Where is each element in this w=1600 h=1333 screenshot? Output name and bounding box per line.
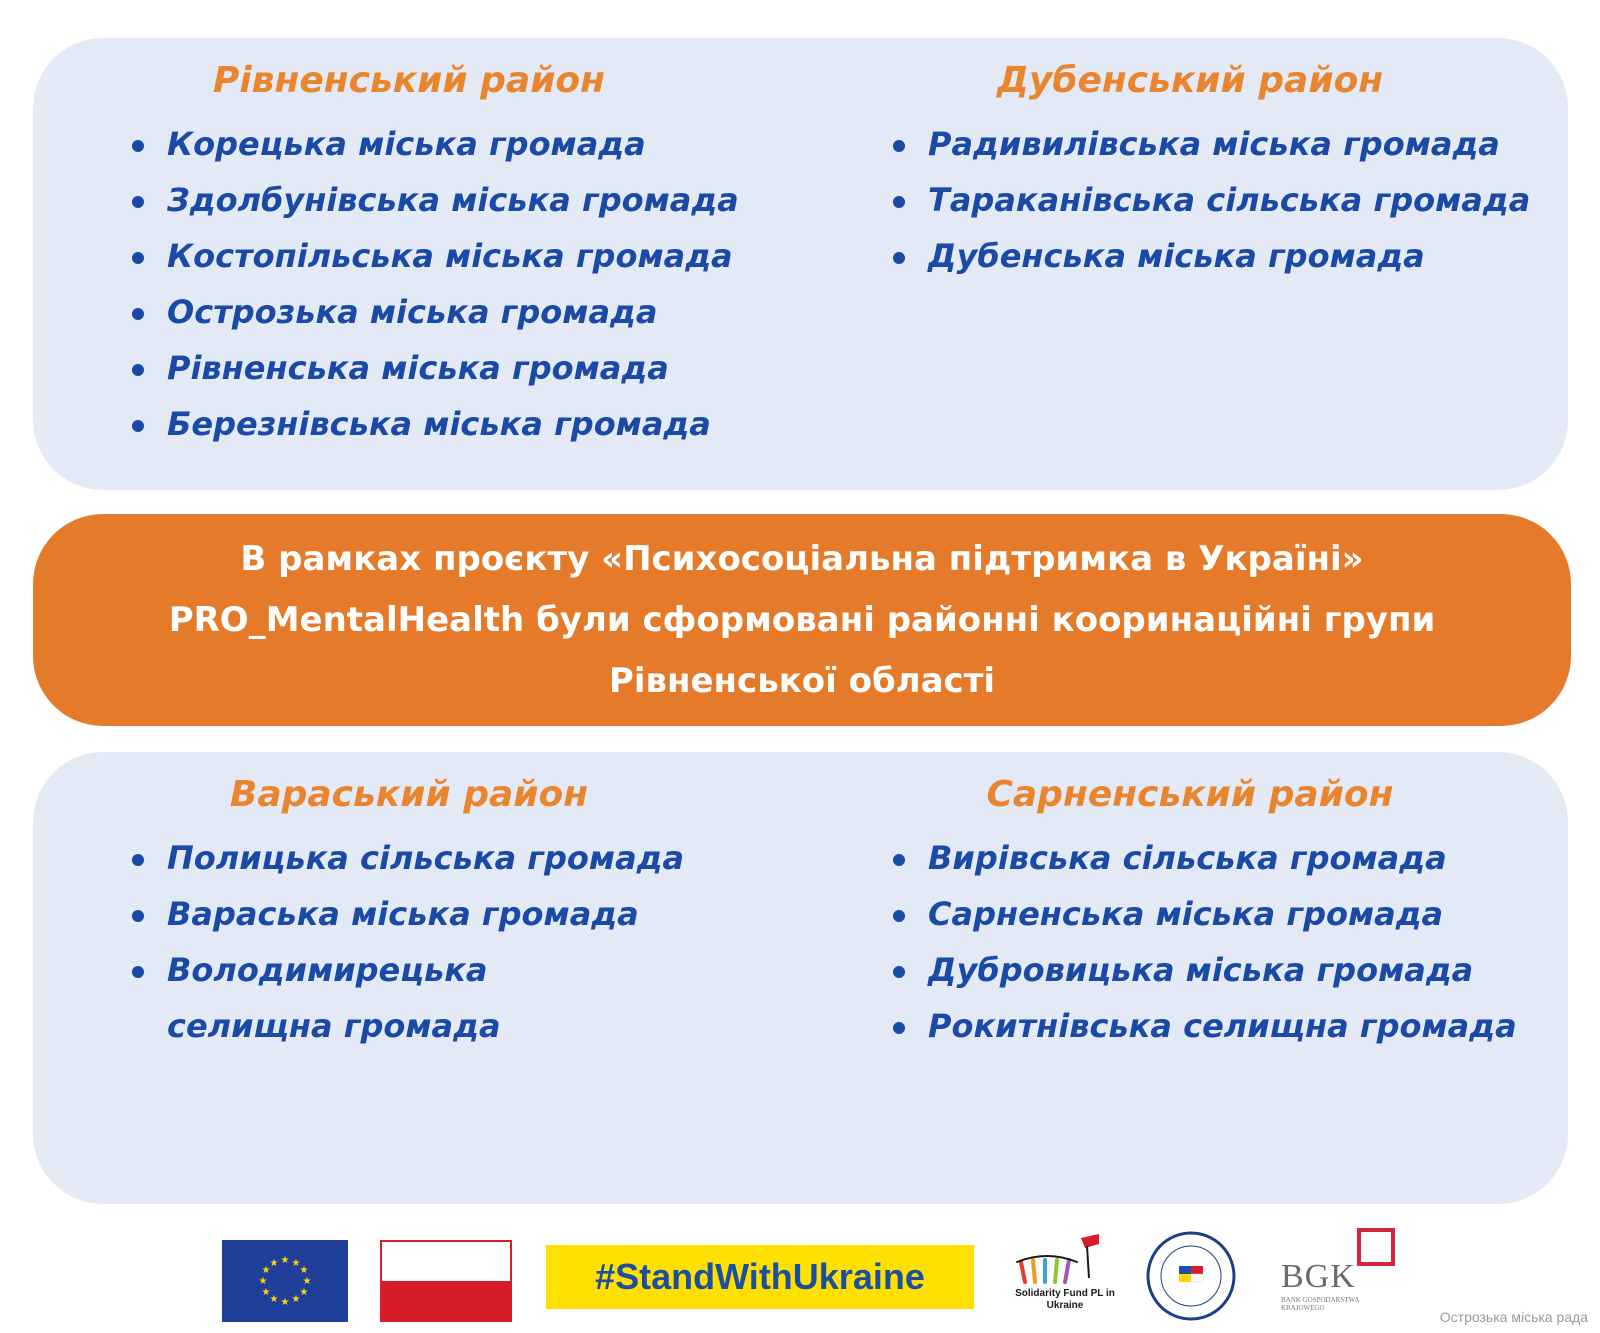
svg-text:★: ★ xyxy=(258,1276,268,1287)
banner-line: Рівненської області xyxy=(608,660,996,701)
dubno-district-column xyxy=(890,60,1530,284)
svg-text:★: ★ xyxy=(302,1276,312,1287)
svg-text:★: ★ xyxy=(299,1265,309,1276)
list-item: Костопільська міська громада xyxy=(129,228,779,284)
list-item: Радивилівська міська громада xyxy=(890,116,1530,172)
banner-line: В рамках проєкту «Психосоціальна підтримка в Україні» xyxy=(240,538,1364,579)
flag-red-stripe xyxy=(382,1281,510,1320)
svg-text:★: ★ xyxy=(261,1287,271,1298)
watermark: Острозька міська рада xyxy=(1439,1309,1588,1325)
stand-with-ukraine-text: #StandWithUkraine xyxy=(595,1256,925,1297)
poland-flag-icon xyxy=(380,1240,512,1322)
bottom-district-panel xyxy=(33,752,1568,1204)
pomagam-badge-icon xyxy=(1145,1230,1237,1322)
list-item: Дубровицька міська громада xyxy=(890,942,1530,998)
bgk-text: BGK xyxy=(1281,1258,1356,1295)
svg-text:★: ★ xyxy=(299,1287,309,1298)
list-item: Рівненська міська громада xyxy=(129,340,779,396)
list-item: Острозька міська громада xyxy=(129,284,779,340)
district-title: Вараський район xyxy=(229,774,589,815)
community-list xyxy=(129,116,779,452)
solidarity-figures-icon xyxy=(1007,1230,1123,1286)
eu-flag-icon xyxy=(222,1240,348,1322)
banner-text xyxy=(169,529,1436,712)
district-title: Дубенський район xyxy=(996,60,1384,101)
solidarity-fund-logo xyxy=(1007,1230,1123,1322)
list-item: Дубенська міська громада xyxy=(890,228,1530,284)
bgk-subtitle: BANK GOSPODARSTWA KRAJOWEGO xyxy=(1281,1296,1359,1312)
bgk-logo xyxy=(1275,1228,1415,1323)
community-list xyxy=(890,116,1530,284)
list-item: Здолбунівська міська громада xyxy=(129,172,779,228)
list-item: Вирівська сільська громада xyxy=(890,830,1530,886)
district-title: Сарненський район xyxy=(986,774,1394,815)
list-item: Корецька міська громада xyxy=(129,116,779,172)
svg-text:★: ★ xyxy=(280,1255,290,1266)
svg-text:★: ★ xyxy=(291,1258,301,1269)
list-item: Березнівська міська громада xyxy=(129,396,779,452)
project-banner xyxy=(33,514,1571,726)
svg-text:★: ★ xyxy=(291,1294,301,1305)
bgk-square-icon xyxy=(1357,1228,1395,1266)
community-list xyxy=(890,830,1530,1054)
svg-text:★: ★ xyxy=(280,1297,290,1308)
list-item: Сарненська міська громада xyxy=(890,886,1530,942)
svg-text:★: ★ xyxy=(269,1294,279,1305)
flag-white-stripe xyxy=(382,1242,510,1281)
eu-stars-icon xyxy=(222,1240,348,1322)
top-district-panel xyxy=(33,38,1568,490)
list-item: Вараська міська громада xyxy=(129,886,689,942)
pomagam-ukrainie-logo xyxy=(1145,1230,1237,1322)
district-title: Рівненський район xyxy=(212,60,606,101)
rivne-district-column xyxy=(129,60,779,452)
list-item: Полицька сільська громада xyxy=(129,830,689,886)
stand-with-ukraine-logo xyxy=(546,1245,974,1309)
banner-line: PRO_MentalHealth були сформовані районні кооринаційні групи xyxy=(168,599,1436,640)
community-list xyxy=(129,830,689,1054)
svg-text:★: ★ xyxy=(269,1258,279,1269)
sarny-district-column xyxy=(890,774,1530,1054)
list-item: Рокитнівська селищна громада xyxy=(890,998,1530,1054)
svg-text:★: ★ xyxy=(261,1265,271,1276)
list-item: Володимирецька селищна громада xyxy=(129,942,637,1054)
solidarity-fund-caption: Solidarity Fund PL in Ukraine xyxy=(1015,1288,1115,1311)
list-item: Тараканівська сільська громада xyxy=(890,172,1530,228)
varash-district-column xyxy=(129,774,689,1054)
